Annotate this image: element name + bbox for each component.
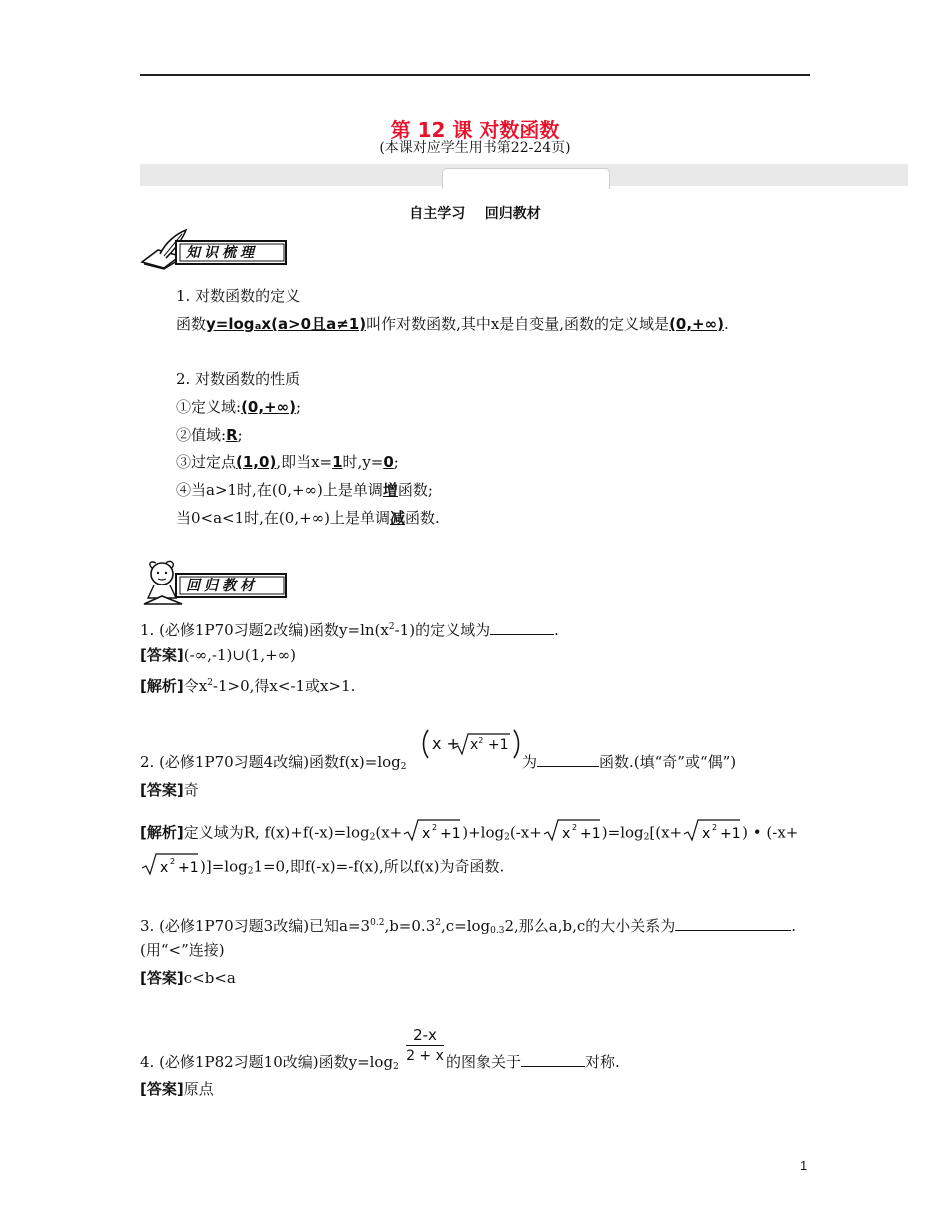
text: ; (393, 453, 399, 471)
prop-title: 2. 对数函数的性质 (176, 370, 301, 388)
superscript: 2 (388, 622, 395, 632)
superscript: 2 (435, 918, 441, 928)
sqrt-expression (682, 818, 742, 849)
svg-text:x: x (160, 860, 169, 876)
text: ,c=log (440, 917, 491, 935)
formula-radicand: $x^2 +1$ (470, 736, 509, 753)
text: 定义域为R, f(x)+f(-x)=log (183, 823, 370, 842)
text: 的图象关于 (446, 1053, 522, 1071)
prop-line-2 (176, 425, 243, 445)
text: (-x+ (766, 823, 799, 842)
page-number: 1 (800, 1158, 808, 1173)
solution-label: [解析] (140, 823, 184, 842)
text: 叫作对数函数,其中x是自变量,函数的定义域是 (366, 315, 670, 333)
svg-text:+1: +1 (440, 826, 461, 842)
text: [(x+ (649, 823, 683, 842)
text: 1=0,即f(-x)=-f(x),所以f(x)为奇函数. (253, 857, 505, 876)
def-line (176, 314, 729, 334)
subscript: 2 (247, 866, 254, 877)
fraction-denominator: 2 + x (406, 1048, 444, 1064)
text: • (752, 823, 762, 842)
q4-answer (140, 1079, 214, 1099)
text: 1. (必修1P70习题2改编)函数y=ln(x (140, 621, 389, 639)
q2-answer (140, 780, 199, 800)
answer-fill: 增 (382, 481, 398, 499)
text: 函数. (405, 509, 440, 527)
q3-hint: (用“<”连接) (140, 941, 225, 959)
text: -1)的定义域为 (394, 621, 491, 639)
section-heading: 自主学习 回归教材 (409, 206, 541, 222)
answer-label: [答案] (140, 646, 184, 664)
text: )]=log (200, 857, 248, 876)
q2-question-text (140, 752, 407, 777)
lesson-subtitle: (本课对应学生用书第22-24页) (379, 140, 571, 156)
text: ; (295, 398, 302, 416)
subscript: 2 (504, 832, 510, 843)
text: )+log (462, 823, 505, 842)
svg-text:2: 2 (170, 857, 176, 866)
header-rule (140, 74, 810, 76)
sqrt-expression (140, 852, 200, 883)
answer-text: (-∞,-1)∪(1,+∞) (183, 646, 297, 664)
text: . (723, 315, 729, 333)
text: ; (237, 426, 243, 444)
solution-label: [解析] (140, 677, 184, 695)
text: 对称. (585, 1053, 620, 1071)
svg-text:+1: +1 (579, 826, 601, 842)
q4-fraction (406, 1026, 444, 1065)
text: ①定义域: (176, 398, 242, 416)
subscript: 2 (400, 762, 407, 772)
fraction-bar (406, 1045, 444, 1046)
badge-label: 回归教材 (186, 578, 258, 594)
q1-answer (140, 645, 296, 665)
svg-text:2: 2 (432, 823, 438, 832)
text: 时,y= (342, 453, 384, 471)
knowledge-badge (140, 228, 290, 274)
answer-fill: (1,0) (236, 453, 277, 471)
svg-text:2: 2 (712, 823, 718, 832)
text: 2. (必修1P70习题4改编)函数f(x)=log (140, 753, 401, 771)
answer-blank (675, 916, 791, 931)
text: )=log (601, 823, 644, 842)
badge-label: 知识梳理 (186, 245, 258, 261)
superscript: 2 (207, 678, 213, 688)
answer-fill: 0 (383, 453, 394, 471)
q2-question-tail (522, 752, 736, 772)
text: ,b=0.3 (384, 917, 436, 935)
answer-blank (537, 752, 599, 767)
text: ,即当x= (276, 453, 333, 471)
answer-blank (521, 1052, 585, 1067)
prop-line-3 (176, 452, 399, 472)
answer-fill: (0,+∞) (669, 315, 724, 333)
text: (x+ (375, 823, 403, 842)
subscript: 2 (369, 832, 376, 843)
answer-text: 原点 (183, 1080, 214, 1098)
prop-line-5 (176, 508, 440, 528)
svg-text:+1: +1 (720, 826, 741, 842)
svg-text:+1: +1 (178, 860, 199, 876)
svg-text:x: x (561, 826, 571, 842)
prop-line-4 (176, 480, 433, 500)
text: 令x (183, 677, 208, 695)
answer-label: [答案] (140, 1080, 184, 1098)
answer-fill: (0,+∞) (241, 398, 296, 416)
answer-fill: 1 (332, 453, 343, 471)
answer-fill: y=logₐx(a>0且a≠1) (206, 315, 367, 333)
text: 4. (必修1P82习题10改编)函数y=log (140, 1053, 394, 1071)
q3-question (140, 913, 796, 941)
return-badge (140, 560, 290, 612)
prop-line-1 (176, 397, 301, 417)
text: 当0<a<1时,在(0,+∞)上是单调 (176, 509, 391, 527)
text: 2,那么a,b,c的大小关系为 (504, 917, 676, 935)
subscript: 2 (393, 1062, 399, 1072)
answer-label: [答案] (140, 969, 184, 987)
q1-solution (140, 673, 355, 696)
sqrt-expression (402, 818, 462, 849)
q2-solution-line-2 (140, 852, 504, 883)
text: ④当a>1时,在(0,+∞)上是单调 (176, 481, 383, 499)
svg-text:x: x (702, 826, 711, 842)
subscript: 0.3 (490, 926, 505, 936)
answer-blank (490, 620, 554, 635)
text: ③过定点 (176, 453, 237, 471)
text: 函数 (176, 315, 207, 333)
def-title: 1. 对数函数的定义 (176, 287, 301, 305)
text: 为 (522, 753, 538, 771)
answer-text: c<b<a (183, 969, 236, 987)
answer-text: 奇 (183, 781, 199, 799)
q1-question (140, 617, 559, 640)
answer-fill: 减 (390, 509, 406, 527)
answer-label: [答案] (140, 781, 184, 799)
lesson-title: 第 12 课 对数函数 (390, 118, 560, 142)
q2-solution-line-1 (140, 818, 798, 849)
text: . (791, 917, 797, 935)
q2-formula (420, 728, 522, 764)
text: -1>0,得x<-1或x>1. (212, 677, 356, 695)
header-tab (442, 168, 610, 189)
text: ②值域: (176, 426, 227, 444)
text: 函数; (397, 481, 433, 499)
text: ) (742, 823, 748, 842)
superscript: 0.2 (370, 918, 385, 928)
subscript: 2 (643, 832, 650, 843)
answer-fill: R (226, 426, 238, 444)
text: . (554, 621, 559, 639)
formula-text: x + (432, 734, 460, 753)
q4-question-text (140, 1052, 399, 1077)
svg-text:x: x (422, 826, 431, 842)
sqrt-expression (542, 818, 602, 849)
text: 函数.(填“奇”或“偶”) (599, 753, 737, 771)
svg-text:2: 2 (571, 823, 577, 832)
q3-answer (140, 968, 236, 988)
text: 3. (必修1P70习题3改编)已知a=3 (140, 917, 371, 935)
fraction-numerator: 2-x (413, 1026, 437, 1044)
q4-question-tail (446, 1052, 620, 1072)
text: (-x+ (509, 823, 542, 842)
